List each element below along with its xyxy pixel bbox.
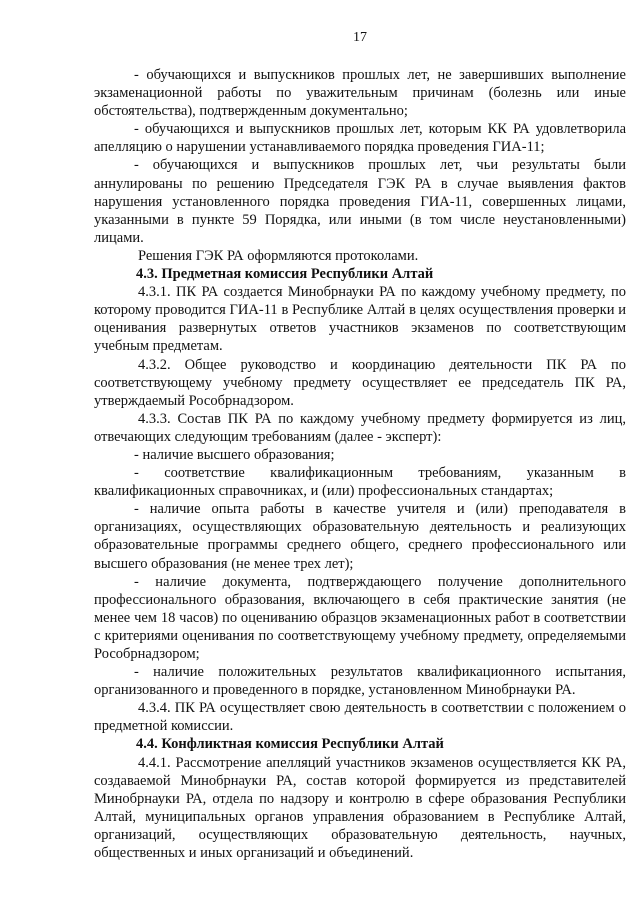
list-item-experience: - наличие опыта работы в качестве учителя и (или) преподавателя в организациях, осуществляющих образовательную деятельность и реализующих образовательные программы среднего общего, среднего профессионального или высшего образования (не менее трех лет); [94,501,626,572]
paragraph-4-3-2: 4.3.2. Общее руководство и координацию деятельности ПК РА по соответствующему учебному предмету осуществляет ее председатель ПК РА, утверждаемый Рособрнадзором. [94,356,626,409]
list-item-qualification: - соответствие квалификационным требованиям, указанным в квалификационных справочниках, и (или) профессиональных стандартах; [94,465,626,500]
paragraph-4-4-1: 4.4.1. Рассмотрение апелляций участников экзаменов осуществляется КК РА, создаваемой Минобрнауки РА, состав которой формируется из представителей Минобрнауки РА, отдела по надзору и контролю в сфере образования Республики Алтай, муниципальных органов управления образованием в Республике Алтай, организаций, осуществляющих образовательную деятельность, научных, общественных и иных организаций и объединений. [94,754,626,862]
paragraph-4-3-3: 4.3.3. Состав ПК РА по каждому учебному предмету формируется из лиц, отвечающих следующим требованиям (далее - эксперт): [94,410,626,445]
section-heading-4-4: 4.4. Конфликтная комиссия Республики Алтай [136,736,444,753]
list-item-appeal-satisfied: - обучающихся и выпускников прошлых лет, которым КК РА удовлетворила апелляцию о нарушении устанавливаемого порядка проведения ГИА-11; [94,121,626,156]
section-heading-4-3: 4.3. Предметная комиссия Республики Алтай [136,266,434,283]
list-item-results-cancelled: - обучающихся и выпускников прошлых лет, чьи результаты были аннулированы по решению Председателя ГЭК РА в случае выявления фактов нарушения установленного порядка проведения ГИА-11, совершенных лицами, указанными в пункте 59 Порядка, или иными (в том числе неустановленными) лицами. [94,157,626,246]
paragraph-4-3-1: 4.3.1. ПК РА создается Минобрнауки РА по каждому учебному предмету, по которому проводится ГИА-11 в Республике Алтай в целях осуществления проверки и оценивания развернутых ответов участников экзаменов по соответствующим учебным предметам. [94,284,626,355]
list-item-qualification-test: - наличие положительных результатов квалификационного испытания, организованного и проведенного в порядке, установленном Минобрнауки РА. [94,664,626,699]
paragraph-protocols: Решения ГЭК РА оформляются протоколами. [138,247,419,264]
page-number: 17 [353,30,367,45]
list-item-additional-education: - наличие документа, подтверждающего получение дополнительного профессионального образования, включающего в себя практические занятия (не менее чем 18 часов) по оцениванию образцов экзаменационных работ в соответствии с критериями оценивания по соответствующему учебному предмету, определяемыми Рособрнадзором; [94,573,626,662]
paragraph-4-3-4: 4.3.4. ПК РА осуществляет свою деятельность в соответствии с положением о предметной комиссии. [94,700,626,735]
list-item-higher-education: - наличие высшего образования; [134,446,335,463]
list-item-incomplete-exam: - обучающихся и выпускников прошлых лет, не завершивших выполнение экзаменационной работы по уважительным причинам (болезнь или иные обстоятельства), подтвержденным документально; [94,67,626,120]
